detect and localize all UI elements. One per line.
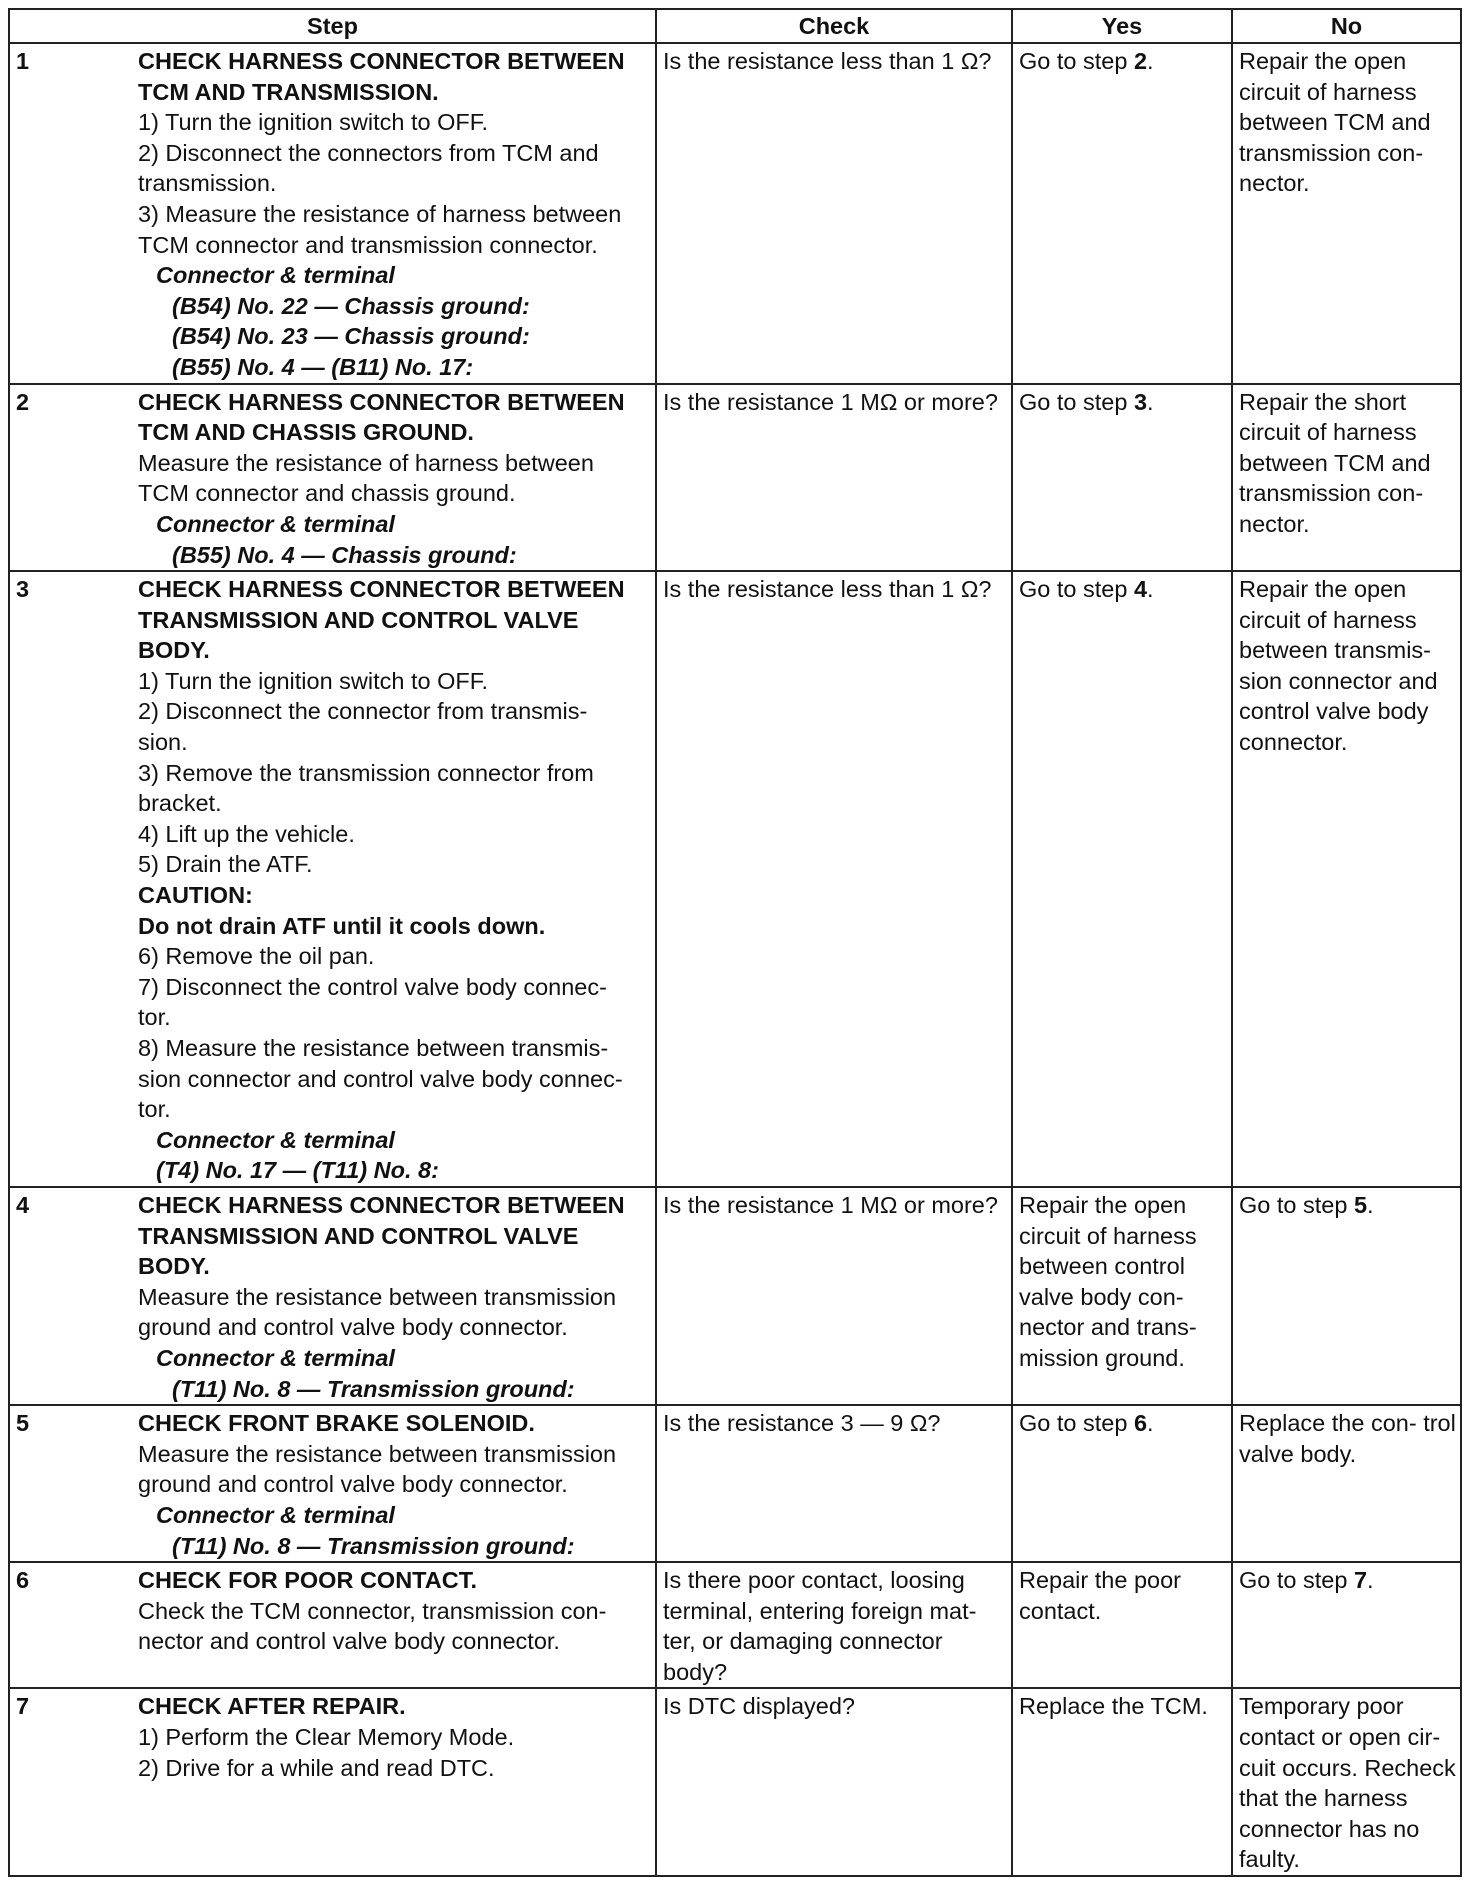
connector-label: Connector & terminal: [156, 1126, 395, 1153]
yes-step-number: 6: [1133, 1410, 1148, 1437]
yes-suffix: .: [1147, 48, 1154, 74]
yes-cell: [1012, 43, 1232, 384]
step-title: CHECK FRONT BRAKE SOLENOID.: [138, 1410, 535, 1437]
step-title: CHECK AFTER REPAIR.: [138, 1693, 406, 1720]
no-prefix: Go to step: [1239, 1191, 1354, 1218]
step-title: CHECK HARNESS CONNECTOR BETWEEN: [138, 576, 625, 603]
connector-label: Connector & terminal: [156, 262, 395, 289]
no-prefix: Go to step: [1239, 1567, 1354, 1594]
terminal-spec: (B55) No. 4 — Chassis ground:: [172, 541, 517, 568]
no-step-number: 7: [1353, 1567, 1368, 1594]
step-line: 3) Measure the resistance of harness between: [138, 200, 622, 227]
header-step: Step: [9, 9, 656, 43]
step-line: nector and control valve body connector.: [138, 1628, 560, 1655]
yes-suffix: .: [1147, 1410, 1154, 1437]
step-number: 7: [16, 1693, 30, 1720]
terminal-spec: (B55) No. 4 — (B11) No. 17:: [172, 353, 474, 380]
step-line: 5) Drain the ATF.: [138, 851, 313, 878]
step-number: 2: [16, 388, 30, 415]
step-cell: [9, 1405, 656, 1562]
step-line: 2) Disconnect the connectors from TCM and: [138, 139, 599, 166]
terminal-spec: (B54) No. 22 — Chassis ground:: [172, 292, 530, 319]
table-row: [9, 1405, 1461, 1562]
step-number: 6: [16, 1567, 30, 1594]
step-line: tor.: [138, 1004, 171, 1031]
step-line: 4) Lift up the vehicle.: [138, 820, 355, 847]
step-title: CHECK HARNESS CONNECTOR BETWEEN: [138, 388, 625, 415]
step-cell: [9, 1562, 656, 1688]
step-title: CHECK FOR POOR CONTACT.: [138, 1567, 478, 1594]
table-row: [9, 1562, 1461, 1688]
no-cell: Replace the con- trol valve body.: [1232, 1405, 1461, 1562]
step-line: ground and control valve body connector.: [138, 1471, 568, 1498]
diagnostic-table: [8, 8, 1462, 1877]
no-cell: [1232, 1562, 1461, 1688]
step-line: 1) Turn the ignition switch to OFF.: [138, 109, 489, 136]
check-cell: Is the resistance less than 1 Ω?: [656, 43, 1012, 384]
step-line: tor.: [138, 1096, 171, 1123]
step-line: Measure the resistance of harness between: [138, 449, 594, 476]
table-row: [9, 1688, 1461, 1876]
step-title: TRANSMISSION AND CONTROL VALVE: [138, 1222, 579, 1249]
no-suffix: .: [1367, 1191, 1374, 1218]
caution-label: CAUTION:: [138, 882, 253, 909]
caution-text: Do not drain ATF until it cools down.: [138, 912, 546, 939]
step-number: 3: [16, 576, 30, 603]
check-cell: Is there poor contact, loosing terminal, entering foreign mat- ter, or damaging connector body?: [656, 1562, 1012, 1688]
yes-suffix: .: [1147, 576, 1154, 603]
step-title: TCM AND CHASSIS GROUND.: [138, 419, 474, 446]
step-line: Measure the resistance between transmission: [138, 1440, 617, 1467]
table-row: [9, 384, 1461, 572]
no-cell: [1232, 1187, 1461, 1405]
step-line: Check the TCM connector, transmission con-: [138, 1597, 607, 1624]
yes-cell: [1012, 1405, 1232, 1562]
yes-prefix: Go to step: [1019, 576, 1134, 603]
connector-label: Connector & terminal: [156, 510, 395, 537]
terminal-spec: (B54) No. 23 — Chassis ground:: [172, 323, 530, 350]
step-line: TCM connector and transmission connector.: [138, 231, 598, 258]
step-title: TRANSMISSION AND CONTROL VALVE: [138, 606, 579, 633]
step-line: 3) Remove the transmission connector from: [138, 759, 594, 786]
no-suffix: .: [1367, 1567, 1374, 1594]
step-line: ground and control valve body connector.: [138, 1314, 568, 1341]
step-title: CHECK HARNESS CONNECTOR BETWEEN: [138, 48, 625, 74]
no-cell: Repair the open circuit of harness between transmis- sion connector and control valve body connector.: [1232, 571, 1461, 1187]
step-line: Measure the resistance between transmission: [138, 1283, 617, 1310]
step-number: 1: [16, 48, 30, 74]
connector-label: Connector & terminal: [156, 1344, 395, 1371]
step-line: TCM connector and chassis ground.: [138, 480, 516, 507]
step-title: TCM AND TRANSMISSION.: [138, 78, 439, 105]
check-cell: Is DTC displayed?: [656, 1688, 1012, 1876]
header-check: Check: [656, 9, 1012, 43]
yes-prefix: Go to step: [1019, 1410, 1134, 1437]
yes-prefix: Go to step: [1019, 388, 1134, 415]
yes-cell: [1012, 571, 1232, 1187]
yes-step-number: 3: [1133, 388, 1148, 415]
terminal-spec: (T4) No. 17 — (T11) No. 8:: [156, 1157, 439, 1184]
table-header-row: [9, 9, 1461, 43]
step-title: BODY.: [138, 1253, 210, 1280]
step-line: transmission.: [138, 170, 277, 197]
yes-step-number: 4: [1133, 576, 1148, 603]
yes-cell: [1012, 384, 1232, 572]
step-line: 1) Perform the Clear Memory Mode.: [138, 1724, 515, 1751]
step-line: 6) Remove the oil pan.: [138, 943, 375, 970]
yes-step-number: 2: [1133, 48, 1148, 74]
no-step-number: 5: [1353, 1191, 1368, 1218]
check-cell: Is the resistance 3 — 9 Ω?: [656, 1405, 1012, 1562]
yes-prefix: Go to step: [1019, 48, 1134, 74]
yes-cell: Repair the poor contact.: [1012, 1562, 1232, 1688]
yes-suffix: .: [1147, 388, 1154, 415]
step-line: 7) Disconnect the control valve body connec-: [138, 973, 607, 1000]
table-row: [9, 43, 1461, 384]
check-cell: Is the resistance less than 1 Ω?: [656, 571, 1012, 1187]
step-line: sion connector and control valve body connec-: [138, 1065, 623, 1092]
check-cell: Is the resistance 1 MΩ or more?: [656, 1187, 1012, 1405]
no-cell: Repair the open circuit of harness between TCM and transmission con- nector.: [1232, 43, 1461, 384]
step-title: BODY.: [138, 637, 210, 664]
connector-label: Connector & terminal: [156, 1501, 395, 1528]
yes-cell: Repair the open circuit of harness between control valve body con- nector and trans- mission ground.: [1012, 1187, 1232, 1405]
step-cell: [9, 43, 656, 384]
yes-cell: Replace the TCM.: [1012, 1688, 1232, 1876]
header-yes: Yes: [1012, 9, 1232, 43]
table-row: [9, 1187, 1461, 1405]
step-number: 4: [16, 1191, 30, 1218]
header-no: No: [1232, 9, 1461, 43]
check-cell: Is the resistance 1 MΩ or more?: [656, 384, 1012, 572]
step-cell: [9, 1187, 656, 1405]
step-line: 8) Measure the resistance between transmis-: [138, 1035, 609, 1061]
table-row: [9, 571, 1461, 1187]
step-number: 5: [16, 1410, 30, 1437]
no-cell: Repair the short circuit of harness between TCM and transmission con- nector.: [1232, 384, 1461, 572]
step-cell: [9, 571, 656, 1187]
step-line: sion.: [138, 729, 188, 756]
step-cell: [9, 1688, 656, 1876]
step-cell: [9, 384, 656, 572]
step-line: bracket.: [138, 790, 222, 817]
step-line: 2) Disconnect the connector from transmis-: [138, 698, 588, 725]
terminal-spec: (T11) No. 8 — Transmission ground:: [172, 1532, 575, 1559]
terminal-spec: (T11) No. 8 — Transmission ground:: [172, 1375, 575, 1402]
no-cell: Temporary poor contact or open cir- cuit occurs. Recheck that the harness connector has no faulty.: [1232, 1688, 1461, 1876]
step-title: CHECK HARNESS CONNECTOR BETWEEN: [138, 1191, 625, 1218]
step-line: 1) Turn the ignition switch to OFF.: [138, 667, 489, 694]
step-line: 2) Drive for a while and read DTC.: [138, 1754, 495, 1781]
